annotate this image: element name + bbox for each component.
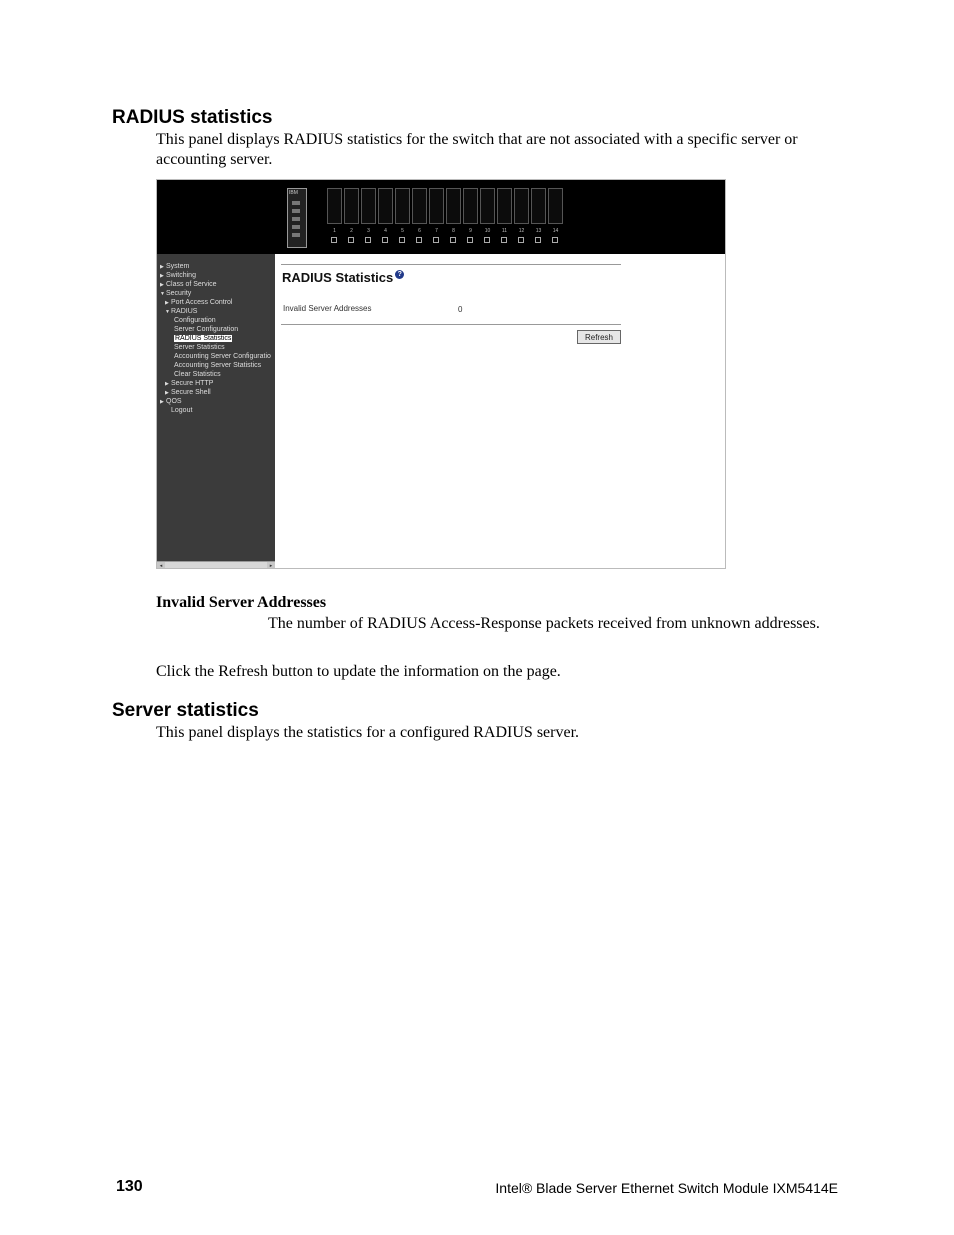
footer-product-name: Intel® Blade Server Ethernet Switch Module IXM5414E <box>495 1180 838 1196</box>
port-led-icon <box>416 237 422 243</box>
port-slot[interactable] <box>463 188 478 224</box>
switch-banner <box>157 180 725 254</box>
nav-item-label: Secure HTTP <box>171 380 214 387</box>
port-led-icon <box>348 237 354 243</box>
port-number: 4 <box>384 228 387 234</box>
port-slot[interactable] <box>531 188 546 224</box>
nav-item[interactable] <box>157 271 275 280</box>
unit-slot <box>292 201 300 205</box>
triangle-down-icon: ▼ <box>165 309 170 315</box>
port-led-icon <box>450 237 456 243</box>
unit-slot <box>292 233 300 237</box>
port-led-icon <box>552 237 558 243</box>
nav-item[interactable] <box>157 298 275 307</box>
scroll-right-button[interactable]: ▸ <box>267 562 275 569</box>
nav-item-label: Server Statistics <box>174 344 225 351</box>
port-number: 9 <box>469 228 472 234</box>
nav-item-label: Secure Shell <box>171 389 211 396</box>
port-led-icon <box>467 237 473 243</box>
port-slot[interactable] <box>548 188 563 224</box>
port-slot[interactable] <box>497 188 512 224</box>
triangle-right-icon: ▶ <box>160 282 164 288</box>
triangle-right-icon: ▶ <box>165 381 169 387</box>
nav-item-label: Class of Service <box>166 281 217 288</box>
unit-slot <box>292 209 300 213</box>
port-number: 5 <box>401 228 404 234</box>
port-slot[interactable] <box>446 188 461 224</box>
scroll-left-button[interactable]: ◂ <box>157 562 165 569</box>
port-number: 8 <box>452 228 455 234</box>
nav-item[interactable] <box>157 289 275 298</box>
nav-item-label: Accounting Server Statistics <box>174 362 262 369</box>
divider <box>281 324 621 325</box>
nav-tree <box>157 254 275 569</box>
help-icon[interactable]: ? <box>395 270 404 279</box>
port-slot[interactable] <box>514 188 529 224</box>
nav-item-label: QOS <box>166 398 182 405</box>
refresh-button[interactable]: Refresh <box>577 330 621 344</box>
port-led-icon <box>382 237 388 243</box>
port-slot[interactable] <box>378 188 393 224</box>
nav-item-label: Security <box>166 290 192 297</box>
triangle-down-icon: ▼ <box>160 291 165 297</box>
panel-title <box>282 270 404 285</box>
port-led-icon <box>399 237 405 243</box>
port-number: 3 <box>367 228 370 234</box>
port-number: 2 <box>350 228 353 234</box>
unit-slot <box>292 225 300 229</box>
port-number: 6 <box>418 228 421 234</box>
port-number: 13 <box>535 228 542 234</box>
nav-item[interactable] <box>157 334 275 343</box>
definition-term: Invalid Server Addresses <box>156 594 327 611</box>
divider <box>281 264 621 265</box>
nav-item[interactable] <box>157 397 275 406</box>
port-number: 11 <box>501 228 508 234</box>
port-led-icon <box>501 237 507 243</box>
nav-item[interactable] <box>157 361 275 370</box>
triangle-right-icon: ▶ <box>160 399 164 405</box>
port-led-icon <box>518 237 524 243</box>
nav-item[interactable] <box>157 388 275 397</box>
port-led-icon <box>433 237 439 243</box>
nav-item-label: RADIUS <box>171 308 198 315</box>
port-slot[interactable] <box>429 188 444 224</box>
nav-item[interactable] <box>157 307 275 316</box>
triangle-right-icon: ▶ <box>160 264 164 270</box>
port-number: 14 <box>552 228 559 234</box>
nav-item-label: Accounting Server Configuratio <box>174 353 271 360</box>
nav-item-label: RADIUS Statistics <box>175 335 232 342</box>
port-number: 12 <box>518 228 525 234</box>
triangle-right-icon: ▶ <box>165 300 169 306</box>
nav-item[interactable] <box>157 343 275 352</box>
port-number: 7 <box>435 228 438 234</box>
port-led-icon <box>365 237 371 243</box>
triangle-right-icon: ▶ <box>160 273 164 279</box>
field-value-invalid-server-addresses: 0 <box>458 305 463 314</box>
port-slot[interactable] <box>395 188 410 224</box>
page-number: 130 <box>116 1178 143 1195</box>
nav-item[interactable] <box>157 352 275 361</box>
nav-item-label: Clear Statistics <box>174 371 221 378</box>
nav-item[interactable] <box>157 280 275 289</box>
section-heading-server-statistics: Server statistics <box>112 700 259 721</box>
definition-text: The number of RADIUS Access-Response packets received from unknown addresses. <box>268 615 820 632</box>
port-panel <box>327 188 582 248</box>
triangle-right-icon: ▶ <box>165 390 169 396</box>
horizontal-scrollbar[interactable] <box>157 561 275 569</box>
nav-item[interactable] <box>157 316 275 325</box>
nav-item-label: Logout <box>171 407 193 414</box>
switch-unit-icon <box>287 188 307 248</box>
section-heading-radius-statistics: RADIUS statistics <box>112 107 273 128</box>
port-slot[interactable] <box>344 188 359 224</box>
panel-title-text: RADIUS Statistics <box>282 270 394 285</box>
port-slot[interactable] <box>480 188 495 224</box>
port-slot[interactable] <box>327 188 342 224</box>
unit-slot <box>292 217 300 221</box>
section-intro: This panel displays the statistics for a configured RADIUS server. <box>156 724 580 741</box>
port-slot[interactable] <box>412 188 427 224</box>
port-number: 1 <box>333 228 336 234</box>
field-label-invalid-server-addresses: Invalid Server Addresses <box>283 304 372 313</box>
nav-item-label: Port Access Control <box>171 299 233 306</box>
nav-item-label: Server Configuration <box>174 326 239 333</box>
nav-item[interactable] <box>157 406 275 415</box>
nav-item[interactable] <box>157 370 275 379</box>
nav-item-label: Switching <box>166 272 196 279</box>
nav-item-label: System <box>166 263 190 270</box>
nav-item[interactable] <box>157 379 275 388</box>
nav-item[interactable] <box>157 325 275 334</box>
nav-item[interactable] <box>157 262 275 271</box>
port-number: 10 <box>484 228 491 234</box>
port-led-icon <box>484 237 490 243</box>
refresh-note: Click the Refresh button to update the information on the page. <box>156 663 561 680</box>
port-slot[interactable] <box>361 188 376 224</box>
nav-list <box>157 254 275 415</box>
unit-label: IBM <box>289 190 298 196</box>
content-panel <box>275 254 725 569</box>
nav-item-label: Configuration <box>174 317 216 324</box>
port-led-icon <box>331 237 337 243</box>
port-led-icon <box>535 237 541 243</box>
screenshot-radius-statistics-panel <box>156 179 726 569</box>
section-intro: This panel displays RADIUS statistics for the switch that are not associated with a specific server or accounting server. <box>156 131 798 168</box>
